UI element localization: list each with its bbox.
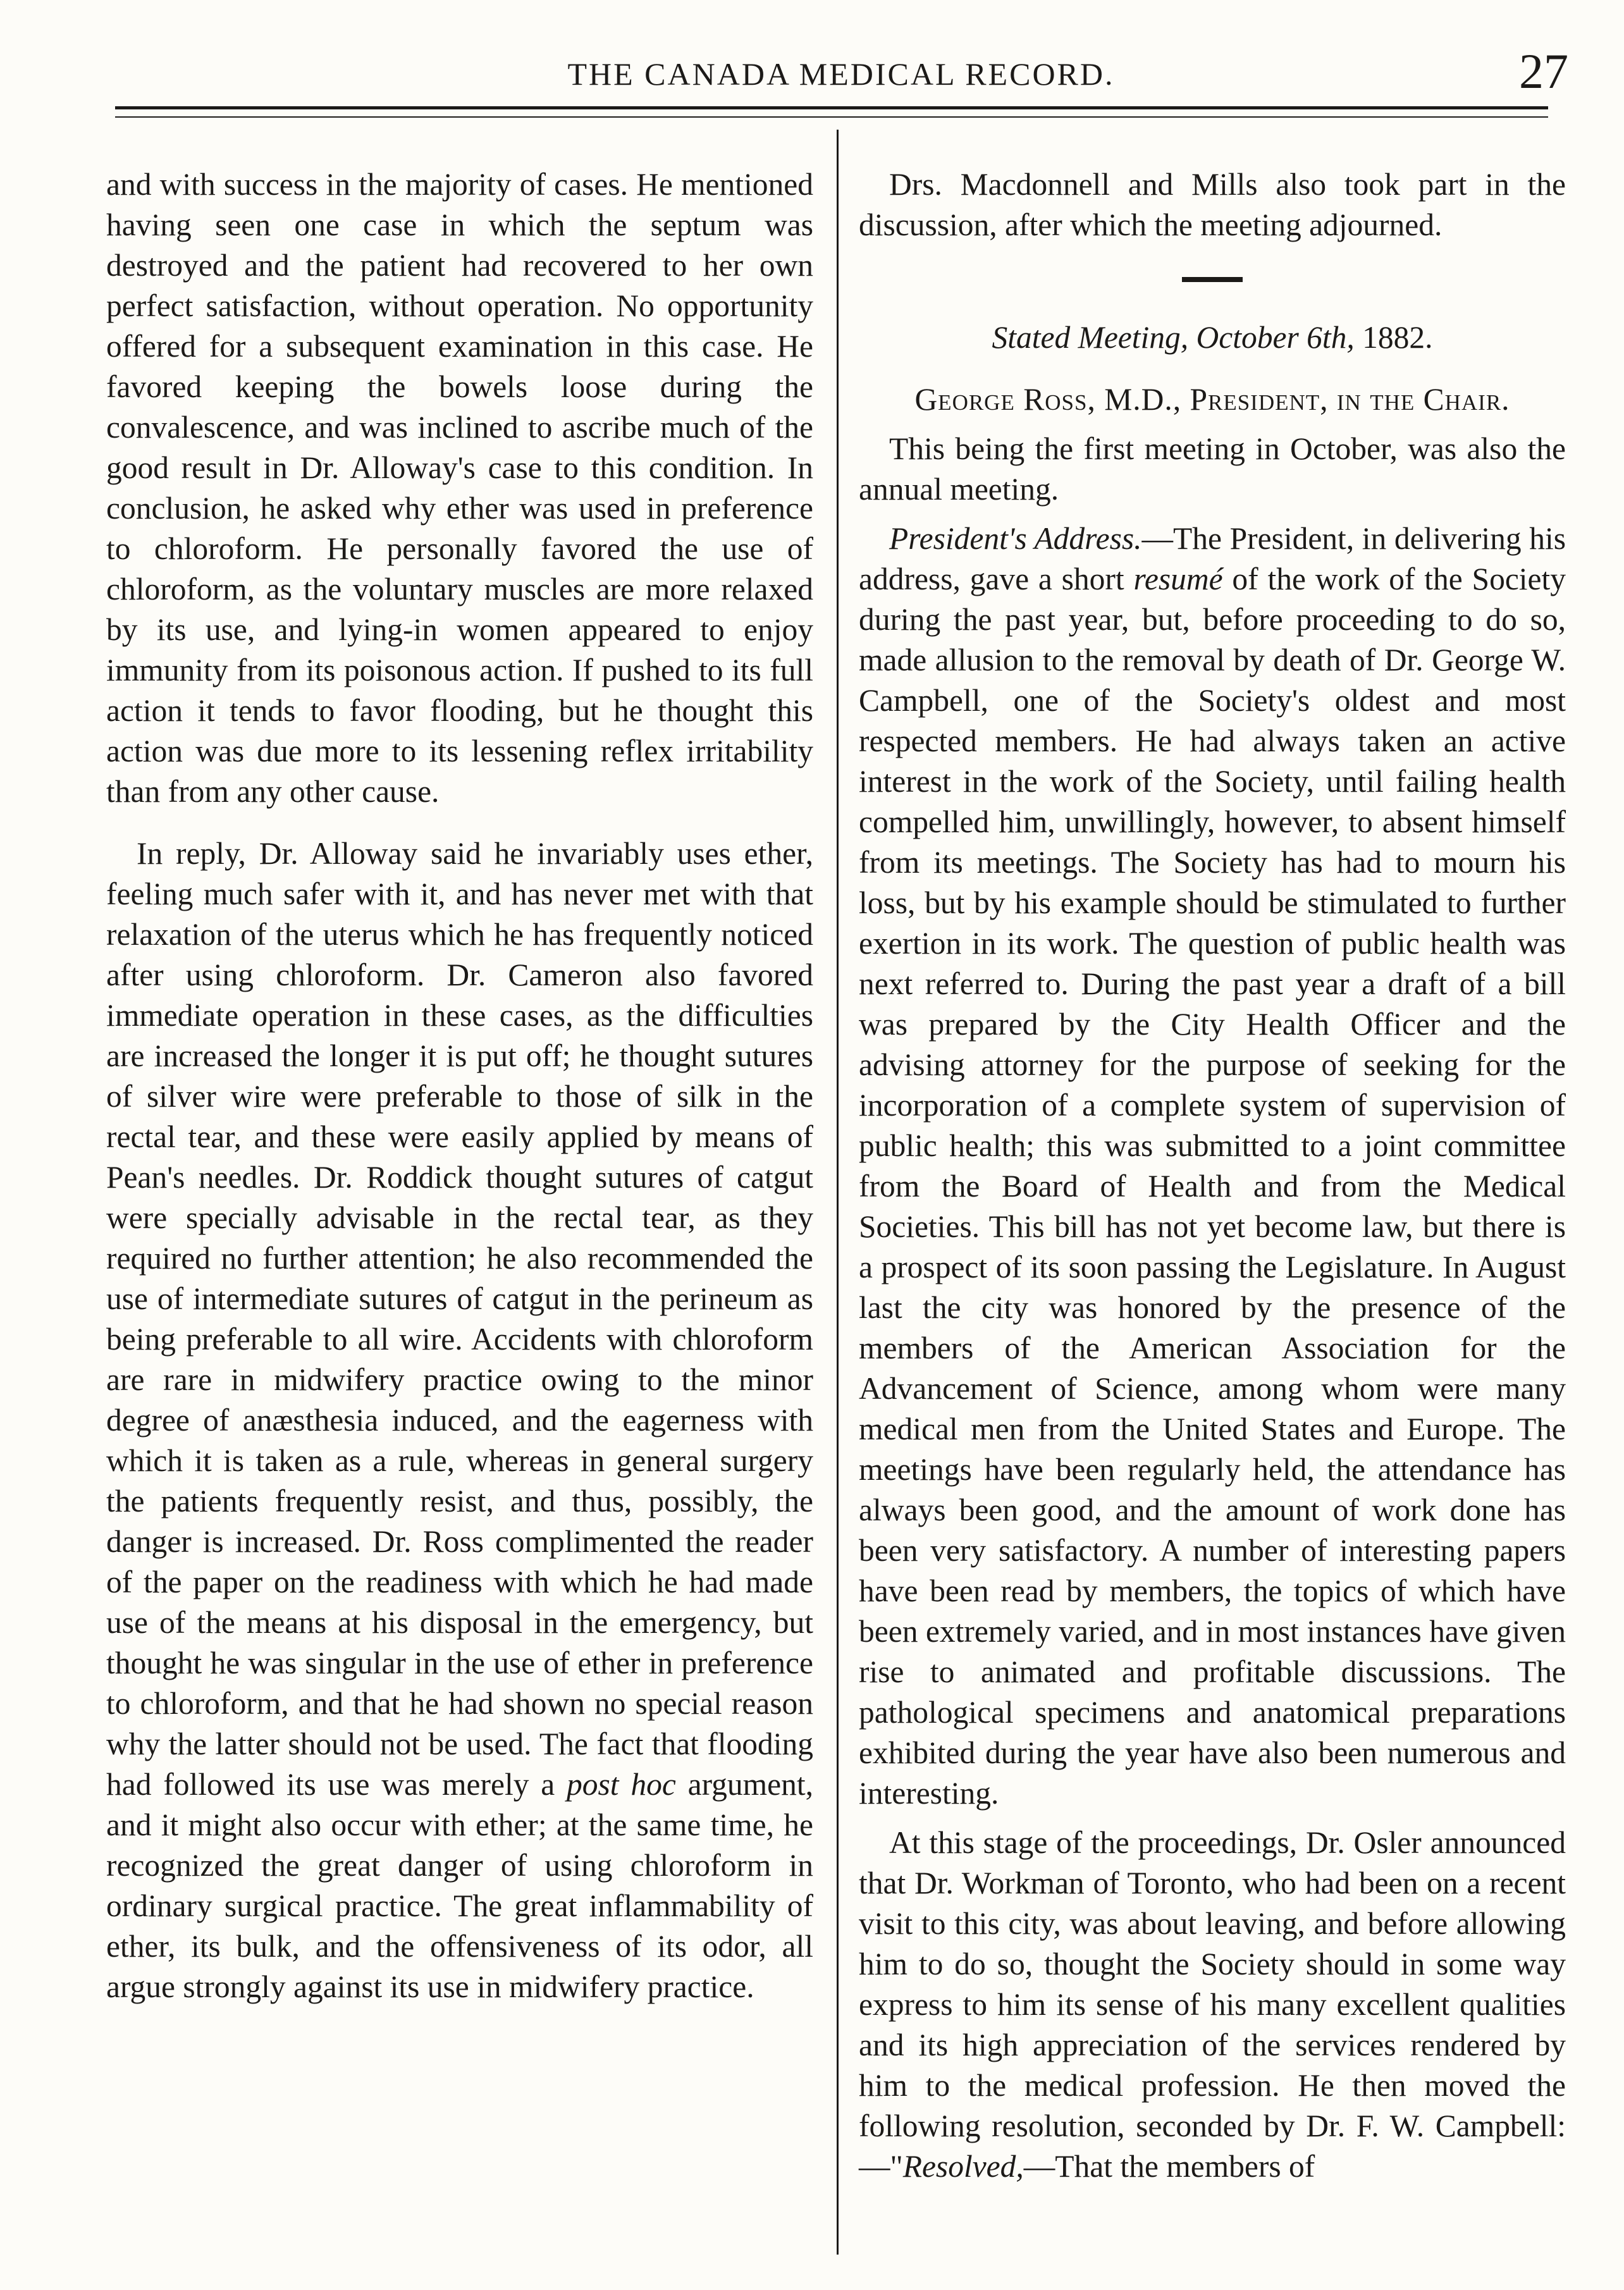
reply-italic: post hoc	[567, 1767, 676, 1802]
meeting-heading-year: 1882.	[1362, 320, 1433, 355]
paragraph-reply	[106, 834, 813, 2007]
meeting-heading	[859, 317, 1566, 358]
paragraph-continuation: and with success in the majority of cases. He mentioned having seen one case in which the septum was destroyed and the patient had recovered to her own perfect satisfaction, without operation. No opportunity offered for a subsequent examination in this case. He favored keeping the bowels loose during the convalescence, and was inclined to ascribe much of the good result in Dr. Alloway's case to this condition. In conclusion, he asked why ether was used in preference to chloroform. He personally favored the use of chloroform, as the voluntary muscles are more relaxed by its use, and lying-in women appeared to enjoy immunity from its poisonous action. If pushed to its full action it tends to favor flooding, but he thought this action was due more to its lessening reflex irritability than from any other cause.	[106, 167, 813, 809]
address-text-1: —The President, in delivering his address, gave a short	[859, 521, 1566, 596]
header-rule-thick	[115, 106, 1548, 109]
paragraph-annual: This being the first meeting in October, was also the annual meeting.	[859, 431, 1566, 507]
reply-text-1: In reply, Dr. Alloway said he invariably uses ether, feeling much safer with it, and has never met with that relaxation of the uterus which he has frequently noticed after using chloroform. Dr. Cameron also favored immediate operation in these cases, as the difficulties are increased the longer it is put off; he thought sutures of silver wire were preferable to those of silk in the rectal tear, and these were easily applied by means of Pean's needles. Dr. Roddick thought sutures of catgut were specially advisable in the rectal tear, as they required no further attention; he also recommended the use of intermediate sutures of catgut in the perineum as being preferable to all wire. Accidents with chloroform are rare in midwifery practice owing to the minor degree of anæsthesia induced, and the eagerness with which it is taken as a rule, whereas in general surgery the patients frequently resist, and thus, possibly, the danger is increased. Dr. Ross complimented the reader of the paper on the readiness with which he had made use of the means at his disposal in the emergency, but thought he was singular in the use of ether in preference to chloroform, and that he had shown no special reason why the latter should not be used. The fact that flooding had followed its use was merely a	[106, 836, 813, 1802]
paragraph-osler	[859, 1823, 1566, 2187]
osler-italic: Resolved,	[902, 2149, 1024, 2184]
right-column	[859, 164, 1566, 2187]
column-divider	[837, 130, 839, 2255]
paragraph-adjourned: Drs. Macdonnell and Mills also took part in the discussion, after which the meeting adjourned.	[859, 167, 1566, 242]
journal-title: THE CANADA MEDICAL RECORD.	[567, 56, 1115, 92]
address-label: President's Address.	[889, 521, 1142, 556]
reply-text-2: argument, and it might also occur with ether; at the same time, he recognized the great danger of using chloroform in ordinary surgical practice. The great inflammability of ether, its bulk, and the offensiveness of its odor, all argue strongly against its use in midwifery practice.	[106, 1767, 814, 2004]
address-italic: resumé	[1133, 562, 1223, 596]
page-number: 27	[1519, 44, 1568, 99]
running-header	[114, 39, 1568, 102]
osler-text-2: —That the members of	[1023, 2149, 1315, 2184]
header-rule-thin	[115, 116, 1548, 118]
osler-text-1: At this stage of the proceedings, Dr. Osler announced that Dr. Workman of Toronto, who had been on a recent visit to this city, was about leaving, and before allowing him to do so, thought the Society should in some way express to him its sense of his many excellent qualities and its high appreciation of the services rendered by him to the medical profession. He then moved the following resolution, seconded by Dr. F. W. Campbell:—"	[859, 1825, 1566, 2184]
paragraph-address	[859, 519, 1566, 1814]
address-text-2: of the work of the Society during the past year, but, before proceeding to do so, made allusion to the removal by death of Dr. George W. Campbell, one of the Society's oldest and most respected members. He had always taken an active interest in the work of the Society, until failing health compelled him, unwillingly, however, to absent himself from its meetings. The Society has had to mourn his loss, but by his example should be stimulated to further exertion in its work. The question of public health was next referred to. During the past year a draft of a bill was prepared by the City Health Officer and the advising attorney for the purpose of seeking for the incorporation of a complete system of supervision of public health; this was submitted to a joint committee from the Board of Health and from the Medical Societies. This bill has not yet become law, but there is a prospect of its soon passing the Legislature. In August last the city was honored by the presence of the members of the American Association for the Advancement of Science, among whom were many medical men from the United States and Europe. The meetings have been regularly held, the attendance has always been good, and the amount of work done has been very satisfactory. A number of interesting papers have been read by members, the topics of which have been extremely varied, and in most instances have given rise to animated and profitable discussions. The pathological specimens and anatomical preparations exhibited during the year have also been numerous and interesting.	[859, 562, 1566, 1811]
section-rule	[1182, 277, 1243, 282]
meeting-heading-text: Stated Meeting, October 6th,	[992, 320, 1355, 355]
left-column	[106, 164, 813, 2007]
chair-line: George Ross, M.D., President, in the Chair.	[914, 382, 1510, 417]
